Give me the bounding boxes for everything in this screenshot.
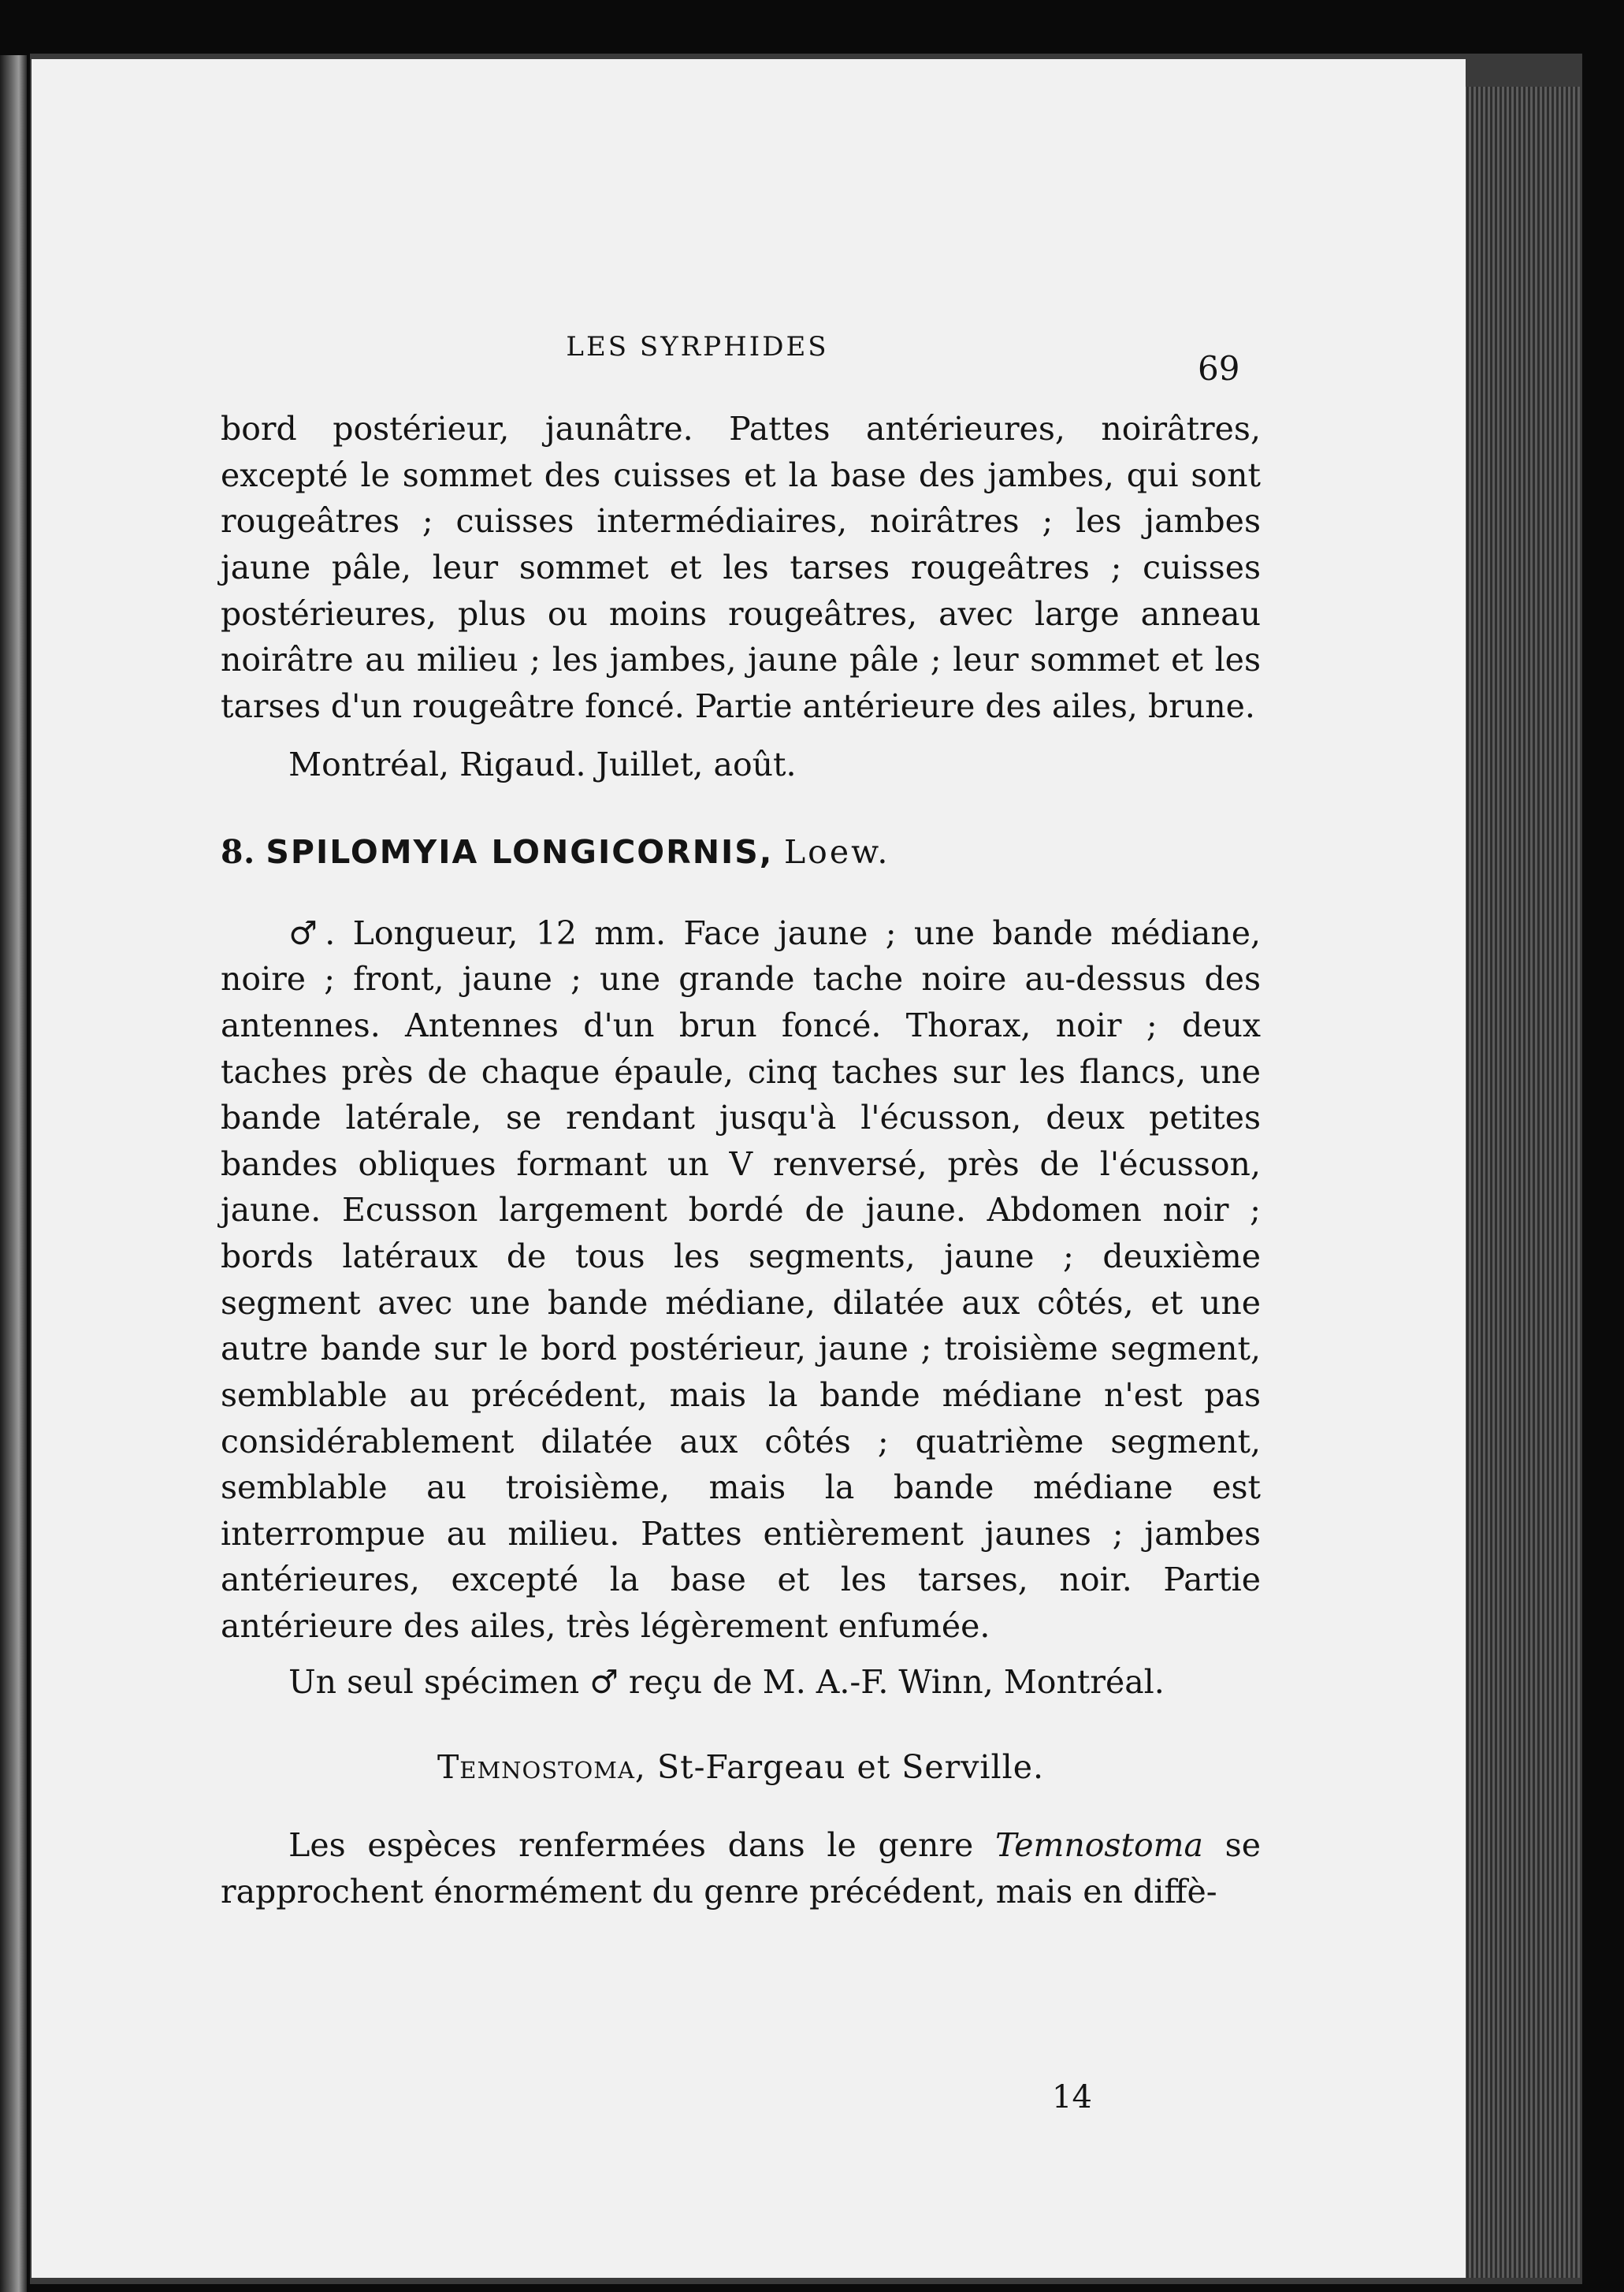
locality-line: Montréal, Rigaud. Juillet, août.: [288, 746, 797, 784]
genus-paragraph-start: Les espèces renfermées dans le genre: [288, 1825, 974, 1864]
species-description: ♂. Longueur, 12 mm. Face jaune ; une bande médiane, noire ; front, jaune ; une grande tache noire au-dessus des antennes. Antennes d'un brun foncé. Thorax, noir ; deux taches près de chaque épaule, cinq taches sur les flancs, une bande latérale, se rendant jusqu'à l'écusson, deux petites bandes obliques formant un V renversé, près de l'écusson, jaune. Ecusson largement bordé de jaune. Abdomen noir ; bords latéraux de tous les segments, jaune ; deuxième segment avec une bande médiane, dilatée aux côtés, et une autre bande sur le bord postérieur, jaune ; troisième segment, semblable au précédent, mais la bande médiane n'est pas considérablement dilatée aux côtés ; quatrième segment, semblable au troisième, mais la bande médiane est interrompue au milieu. Pattes entièrement jaunes ; jambes antérieures, excepté la base et les tarses, noir. Partie antérieure des ailes, très légèrement enfumée.: [221, 913, 1261, 1645]
page-body: [221, 406, 1261, 1914]
paragraph-intro: bord postérieur, jaunâtre. Pattes antérieures, noirâtres, excepté le sommet des cuisses et la base des jambes, qui sont rougeâtres ; cuisses intermédiaires, noirâtres ; les jambes jaune pâle, leur sommet et les tarses rougeâtres ; cuisses postérieures, plus ou moins rougeâtres, avec large anneau noirâtre au milieu ; les jambes, jaune pâle ; leur sommet et les tarses d'un rougeâtre foncé. Partie antérieure des ailes, brune.: [221, 410, 1261, 725]
specimen-note: Un seul spécimen ♂ reçu de M. A.-F. Winn, Montréal.: [288, 1662, 1165, 1701]
book-page: [32, 59, 1466, 2278]
page-number: 69: [1198, 349, 1240, 388]
running-head: LES SYRPHIDES: [566, 331, 829, 363]
genus-paragraph-end: se rapprochent énormément du genre précédent, mais en diffè-: [221, 1825, 1261, 1911]
genus-paragraph: [221, 1822, 1261, 1914]
species-number: 8.: [221, 833, 255, 871]
page-stack-edge: [1450, 87, 1580, 2278]
genus-name: Temnostoma,: [437, 1748, 646, 1787]
species-name: SPILOMYIA LONGICORNIS,: [266, 833, 774, 871]
signature-mark: 14: [1052, 2079, 1092, 2115]
genus-italic-name: Temnostoma: [995, 1825, 1203, 1864]
genus-author: St-Fargeau et Serville.: [657, 1748, 1045, 1787]
genus-heading: [221, 1744, 1261, 1791]
species-heading: [221, 829, 1261, 876]
species-author: Loew.: [783, 833, 890, 871]
book-binding: [0, 55, 27, 2292]
